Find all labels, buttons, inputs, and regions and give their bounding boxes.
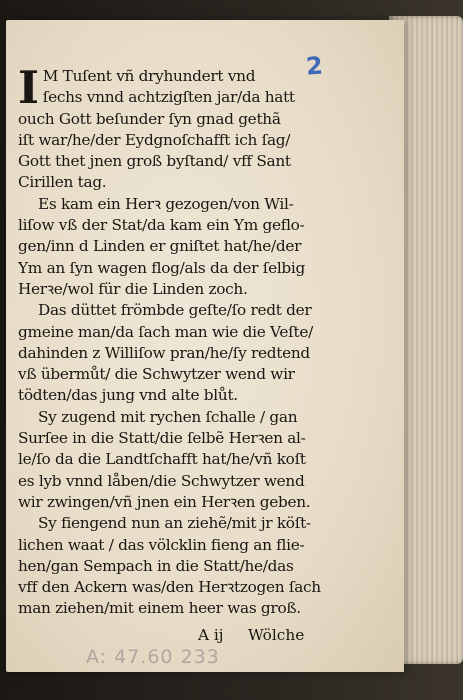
text-line: hen/gan Sempach in die Statt/he/das — [18, 556, 294, 575]
shelfmark-stamp: A: 47.60 233 — [86, 646, 220, 668]
text-line: vff den Ackern was/den Herꝛtzogen ſach — [18, 578, 321, 597]
text-line: wir zwingen/vñ jnen ein Herꝛen geben. — [18, 492, 311, 511]
text-line: ouch Gott beſunder ſyn gnad gethã — [18, 109, 281, 128]
catchword: Wölche — [248, 626, 305, 644]
text-line: Herꝛe/wol für die Linden zoch. — [18, 279, 248, 298]
text-line: Cirillen tag. — [18, 173, 107, 192]
text-line: iſt war/he/der Eydgnoſchafft ich ſag/ — [18, 130, 291, 149]
text-line: gen/inn d Linden er gniſtet hat/he/der — [18, 237, 302, 256]
text-line: tödten/das jung vnd alte blůt. — [18, 386, 238, 405]
text-line: Es kam ein Herꝛ gezogen/von Wil- — [38, 194, 294, 213]
text-line: dahinden z Williſow pran/he/ſy redtend — [18, 343, 310, 362]
text-line: lichen waat / das völcklin fieng an flie- — [18, 535, 305, 554]
text-block — [18, 61, 336, 620]
text-line: Surſee in die Statt/die ſelbẽ Herꝛen al- — [18, 429, 306, 448]
signature-mark: A ij — [198, 626, 224, 644]
text-line: Sy fiengend nun an ziehẽ/mit jr köſt- — [38, 514, 311, 533]
text-line: ſechs vnnd achtzigſten jar/da hatt — [42, 88, 295, 107]
text-line: es lyb vnnd låben/die Schwytzer wend — [18, 471, 305, 490]
page-number: 2 — [305, 51, 324, 81]
text-line: M Tuſent vñ dryhundert vnd — [42, 67, 256, 85]
text-line: gmeine man/da ſach man wie die Veſte/ — [18, 322, 313, 341]
drop-cap: I — [18, 61, 39, 114]
text-line: Sy zugend mit rychen ſchalle / gan — [38, 407, 298, 426]
text-line: Das düttet frömbde geſte/ſo redt der — [38, 301, 312, 320]
text-line: liſow vß der Stat/da kam ein Ym geflo- — [18, 216, 305, 235]
text-line: man ziehen/mit einem heer was groß. — [18, 599, 301, 618]
text-line: Ym an ſyn wagen flog/als da der ſelbig — [18, 258, 306, 277]
text-line: le/ſo da die Landtſchafft hat/he/vñ koſt — [18, 450, 306, 469]
text-line: Gott thet jnen groß byſtand/ vff Sant — [18, 152, 291, 171]
book-page — [6, 20, 404, 672]
text-line: vß übermůt/ die Schwytzer wend wir — [18, 365, 295, 384]
